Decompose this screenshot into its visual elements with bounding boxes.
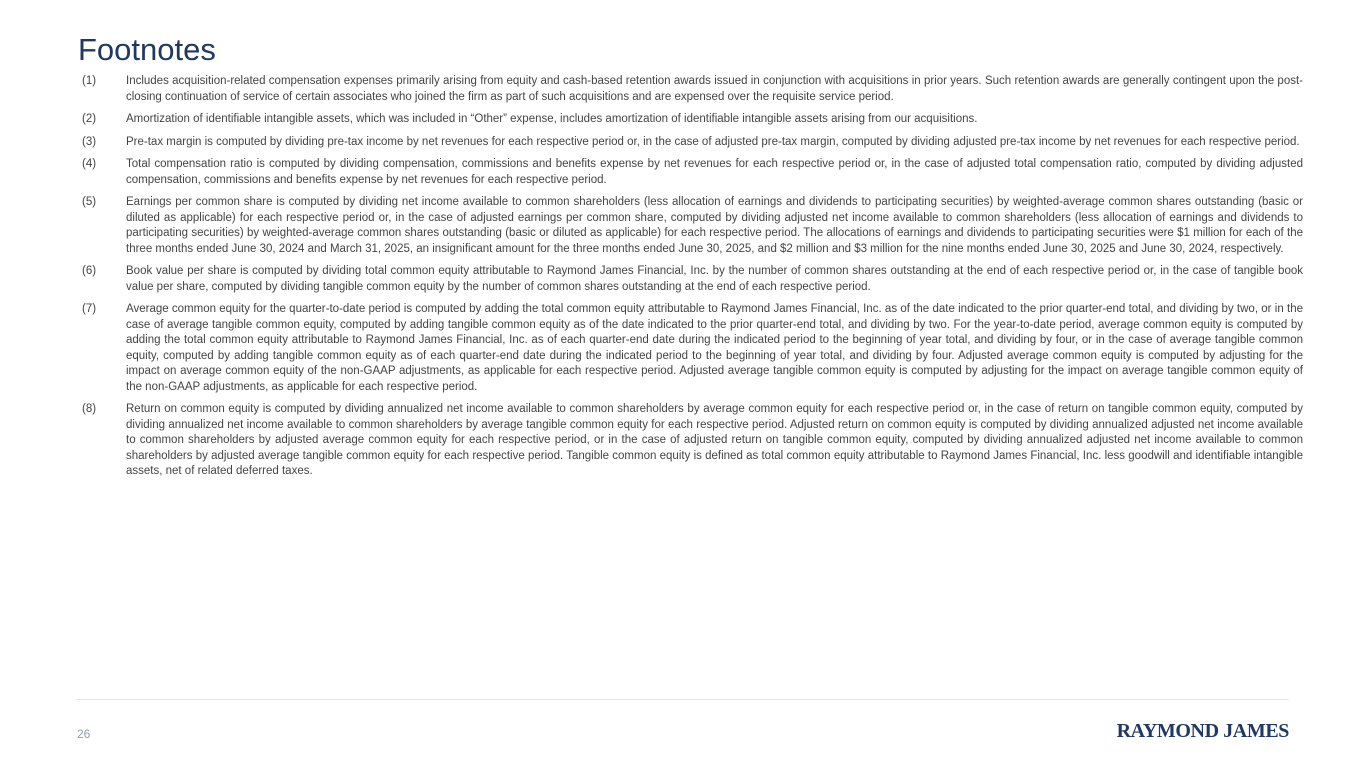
footnote-text: Earnings per common share is computed by dividing net income available to common shareholders (less allocation of earnings and dividends to participating securities) by weighted-average common shares outstanding (basic or diluted as applicable) for each respective period or, in the case of adjusted earnings per common share, computed by dividing adjusted net income available to common shareholders (less allocation of earnings and dividends to participating securities) by weighted-average common shares outstanding (basic or diluted as applicable) for each respective period. The allocations of earnings and dividends to participating securities were $1 million for each of the three months ended June 30, 2024 and March 31, 2025, an insignificant amount for the three months ended June 30, 2025, and $2 million and $3 million for the nine months ended June 30, 2025 and June 30, 2024, respectively. [126,196,1303,255]
footnote-item [82,195,1303,257]
page-title: Footnotes [78,32,216,67]
footnote-item [82,264,1303,295]
footnote-text: Total compensation ratio is computed by dividing compensation, commissions and benefits expense by net revenues for each respective period or, in the case of adjusted total compensation ratio, computed by dividing adjusted compensation, commissions and benefits expense by net revenues for each respective period. [126,158,1303,186]
footnote-item [82,157,1303,188]
footnote-number: (1) [82,75,97,87]
footnote-text: Amortization of identifiable intangible assets, which was included in “Other” expense, includes amortization of identifiable intangible assets arising from our acquisitions. [126,113,978,125]
footnote-number: (3) [82,135,97,148]
footnote-item [82,74,1303,105]
footnote-text: Book value per share is computed by dividing total common equity attributable to Raymond James Financial, Inc. by the number of common shares outstanding at the end of each respective period or, in the case of tangible book value per share, computed by dividing tangible common equity by the number of common shares outstanding at the end of each respective period. [126,265,1303,293]
page-number: 26 [77,727,91,741]
footnote-text: Includes acquisition-related compensation expenses primarily arising from equity and cash-based retention awards issued in conjunction with acquisitions in prior years. Such retention awards are generally contingent upon the post-closing continuation of service of certain associates who joined the firm as part of such acquisitions and are expensed over the requisite service period. [126,75,1303,103]
footnote-text: Average common equity for the quarter-to-date period is computed by adding the total common equity attributable to Raymond James Financial, Inc. as of the date indicated to the prior quarter-end total, and dividing by two, or in the case of average tangible common equity, computed by adding tangible common equity as of the date indicated to the prior quarter-end total, and dividing by two. For the year-to-date period, average common equity is computed by adding the total common equity attributable to Raymond James Financial, Inc. as of each quarter-end date during the indicated period to the beginning of year total, and dividing by four, or in the case of average tangible common equity, computed by adding tangible common equity as of each quarter-end date during the indicated period to the beginning of year total, and dividing by four. Adjusted average common equity is computed by adjusting for the impact on average common equity of the non-GAAP adjustments, as applicable for each respective period. Adjusted average tangible common equity is computed by adjusting for the impact on average tangible common equity of the non-GAAP adjustments, as applicable for each respective period. [126,303,1303,393]
footnote-item [82,402,1303,480]
footnote-text: Pre-tax margin is computed by dividing pre-tax income by net revenues for each respective period or, in the case of adjusted pre-tax margin, computed by dividing adjusted pre-tax income by net revenues for each respective period. [126,135,1300,148]
footnote-number: (8) [82,403,97,415]
footnote-item [82,135,1303,151]
raymond-james-logo: RAYMOND JAMES [1116,720,1289,742]
footnote-number: (7) [82,303,97,315]
footnote-text: Return on common equity is computed by dividing annualized net income available to common shareholders by average common equity for each respective period or, in the case of return on tangible common equity, computed by dividing annualized net income available to common shareholders by average tangible common equity for each respective period. Adjusted return on common equity is computed by dividing annualized adjusted net income available to common shareholders by adjusted average common equity for each respective period, or in the case of adjusted return on tangible common equity, computed by dividing annualized adjusted net income available to common shareholders by adjusted average tangible common equity for each respective period. Tangible common equity is defined as total common equity attributable to Raymond James Financial, Inc. less goodwill and identifiable intangible assets, net of related deferred taxes. [126,403,1303,477]
footnote-number: (4) [82,158,97,170]
footer-divider [76,699,1289,700]
footnote-number: (5) [82,196,97,208]
footnote-item [82,302,1303,395]
footnotes-list [82,74,1303,487]
footnote-item [82,112,1303,128]
footnote-number: (2) [82,113,97,125]
footnote-number: (6) [82,265,97,277]
